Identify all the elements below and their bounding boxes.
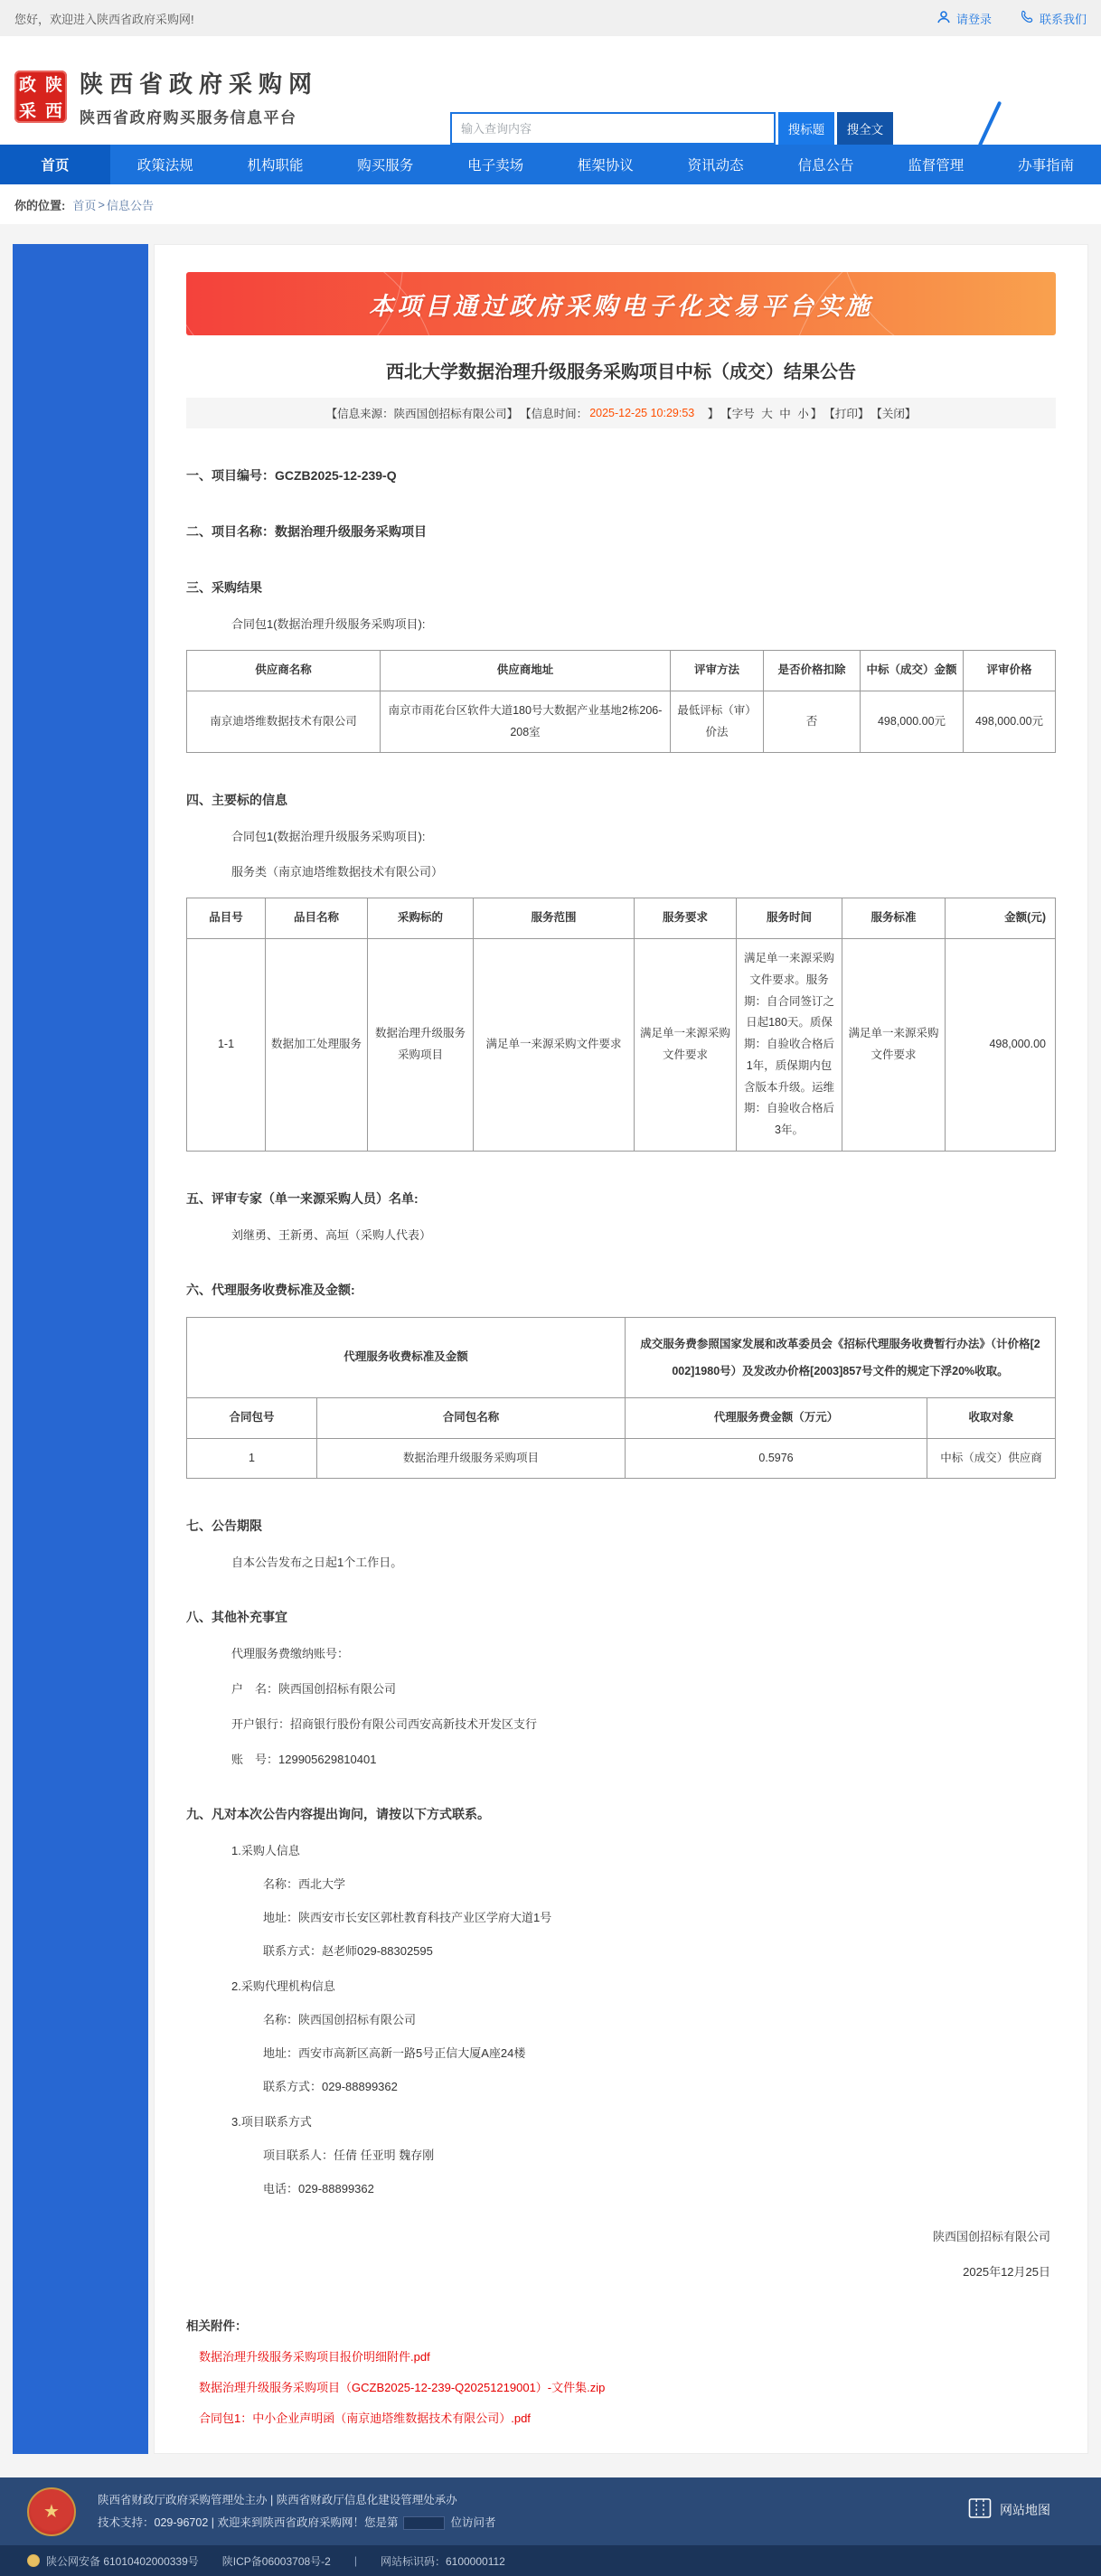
nav-item-policies[interactable]: 政策法规 <box>136 158 193 174</box>
nav-item-guide[interactable]: 办事指南 <box>1018 158 1075 174</box>
service-standard: 满足单一来源采购文件要求 <box>842 939 946 1152</box>
breadcrumb-label: 你的位置: <box>14 198 66 212</box>
breadcrumb-current[interactable]: 信息公告 <box>106 198 154 212</box>
col-service-requirement: 服务要求 <box>635 898 737 939</box>
sitemap-link[interactable] <box>968 2497 1050 2522</box>
subject-amount: 498,000.00 <box>946 939 1056 1152</box>
agency-name: 名称：陕西国创招标有限公司 <box>263 2013 417 2027</box>
contact-link[interactable]: 联系我们 <box>1021 10 1087 27</box>
agency-address: 地址：西安市高新区高新一路5号正信大厦A座24楼 <box>263 2046 526 2061</box>
visitor-counter <box>403 2516 445 2530</box>
col-fee-payer: 收取对象 <box>927 1397 1056 1438</box>
item-name: 数据加工处理服务 <box>266 939 368 1152</box>
col-supplier-address: 供应商地址 <box>381 651 671 691</box>
sitemap-icon <box>968 2497 992 2522</box>
col-procurement-subject: 采购标的 <box>368 898 474 939</box>
icp-record[interactable]: 陕ICP备06003708号-2 <box>221 2554 331 2568</box>
welcome-text: 您好，欢迎进入陕西省政府采购网! <box>14 12 194 26</box>
supplier-address: 南京市雨花台区软件大道180号大数据产业基地2栋206-208室 <box>381 691 671 753</box>
service-scope: 满足单一来源采购文件要求 <box>474 939 635 1152</box>
service-time: 满足单一来源采购文件要求。服务期：自合同签订之日起180天。质保期：自验收合格后1年，质保期内包含版本升级。运维期：自验收合格后3年。 <box>737 939 842 1152</box>
nav-item-framework[interactable]: 框架协议 <box>577 158 634 174</box>
info-time-close: 】 <box>696 408 720 420</box>
search-title-button[interactable]: 搜标题 <box>778 112 834 145</box>
footer-text <box>98 2489 496 2534</box>
site-identification-code: 网站标识码：6100000112 <box>380 2554 505 2568</box>
section-project-number: 一、项目编号：GCZB2025-12-239-Q <box>186 468 397 483</box>
agency-fee-table <box>186 1317 1056 1480</box>
col-item-name: 品目名称 <box>266 898 368 939</box>
nav-item-supervision[interactable]: 监督管理 <box>908 158 965 174</box>
announcement-title: 西北大学数据治理升级服务采购项目中标（成交）结果公告 <box>386 362 856 382</box>
site-header <box>0 36 1101 145</box>
review-method: 最低评标（审）价法 <box>671 691 764 753</box>
footer-legal-bar <box>0 2545 1101 2576</box>
col-review-price: 评审价格 <box>964 651 1056 691</box>
agency-fee-description: 成交服务费参照国家发展和改革委员会《招标代理服务收费暂行办法》（计价格[2002]1980号）及发改办价格[2003]857号文件的规定下浮20%收取。 <box>626 1317 1056 1397</box>
topbar-links <box>917 10 1087 27</box>
purchaser-name: 名称：西北大学 <box>263 1877 346 1892</box>
breadcrumb <box>0 184 1101 224</box>
col-amount: 金额(元) <box>946 898 1056 939</box>
attachment-link-fileset-zip[interactable]: 数据治理升级服务采购项目（GCZB2025-12-239-Q20251219001）-文件集.zip <box>199 2381 606 2395</box>
result-package-note: 合同包1(数据治理升级服务采购项目): <box>231 617 426 631</box>
review-price: 498,000.00元 <box>964 691 1056 753</box>
nav-item-announcements[interactable]: 信息公告 <box>797 158 854 174</box>
col-price-deduction: 是否价格扣除 <box>764 651 861 691</box>
site-logo: 政 陕 采 西 <box>14 71 67 123</box>
footer-organizer-line: 陕西省财政厅政府采购管理处主办 | 陕西省财政厅信息化建设管理处承办 <box>98 2493 457 2506</box>
fontsize-close: 】 <box>810 408 823 420</box>
fee-amount: 0.5976 <box>626 1438 927 1479</box>
account-number: 账 号：129905629810401 <box>231 1753 377 1767</box>
col-fee-amount: 代理服务费金额（万元） <box>626 1397 927 1438</box>
section-contact-heading: 九、凡对本次公告内容提出询问，请按以下方式联系。 <box>186 1807 490 1822</box>
legal-separator: | <box>353 2554 357 2568</box>
agency-info-title: 2.采购代理机构信息 <box>231 1979 335 1994</box>
result-table-row <box>187 691 1056 753</box>
fee-payer: 中标（成交）供应商 <box>927 1438 1056 1479</box>
project-contact-phone: 电话：029-88899362 <box>263 2182 374 2196</box>
breadcrumb-separator: > <box>98 197 105 212</box>
footer-support-line: 技术支持：029-96702 | 欢迎来到陕西省政府采购网！您是第 位访问者 <box>98 2515 496 2529</box>
col-supplier-name: 供应商名称 <box>187 651 381 691</box>
section-agency-fee-heading: 六、代理服务收费标准及金额: <box>186 1282 355 1297</box>
section-subject-heading: 四、主要标的信息 <box>186 793 287 808</box>
account-bank: 开户银行：招商银行股份有限公司西安高新技术开发区支行 <box>231 1717 538 1732</box>
print-button[interactable]: 【打印】 <box>823 408 870 420</box>
fontsize-small-button[interactable]: 小 <box>797 408 809 420</box>
fontsize-large-button[interactable]: 大 <box>761 408 773 420</box>
government-site-badge <box>27 2487 76 2536</box>
purchaser-info-title: 1.采购人信息 <box>231 1844 300 1858</box>
close-button[interactable]: 【关闭】 <box>870 408 917 420</box>
result-table <box>186 650 1056 753</box>
banner-text: 本项目通过政府采购电子化交易平台实施 <box>369 292 873 320</box>
col-review-method: 评审方法 <box>671 651 764 691</box>
col-service-scope: 服务范围 <box>474 898 635 939</box>
site-subtitle: 陕西省政府购买服务信息平台 <box>80 109 297 127</box>
badge-star-icon: ★ <box>43 2502 60 2523</box>
experts-names: 刘继勇、王新勇、高垣（采购人代表） <box>231 1227 432 1242</box>
main-area <box>0 224 1101 2477</box>
public-security-badge-icon <box>27 2554 40 2567</box>
phone-icon <box>1021 10 1034 26</box>
subject-package-note: 合同包1(数据治理升级服务采购项目): <box>231 830 426 844</box>
period-text: 自本公告发布之日起1个工作日。 <box>231 1556 403 1570</box>
subject-table-row <box>187 939 1056 1152</box>
section-other-heading: 八、其他补充事宜 <box>186 1610 287 1625</box>
col-service-standard: 服务标准 <box>842 898 946 939</box>
col-item-number: 品目号 <box>187 898 266 939</box>
section-result-heading: 三、采购结果 <box>186 580 262 595</box>
procurement-subject: 数据治理升级服务采购项目 <box>368 939 474 1152</box>
award-amount: 498,000.00元 <box>861 691 964 753</box>
subject-service-note: 服务类（南京迪塔维数据技术有限公司） <box>231 865 444 879</box>
package-number: 1 <box>187 1438 317 1479</box>
agency-fee-label: 代理服务收费标准及金额 <box>187 1317 626 1397</box>
section-experts-heading: 五、评审专家（单一来源采购人员）名单: <box>186 1190 419 1206</box>
site-brand <box>80 66 318 127</box>
search-fulltext-button[interactable]: 搜全文 <box>837 112 893 145</box>
agency-contact: 联系方式：029-88899362 <box>263 2080 398 2094</box>
slash-decoration <box>978 101 1002 147</box>
fontsize-label: 【字号 <box>720 408 755 420</box>
package-name: 数据治理升级服务采购项目 <box>317 1438 626 1479</box>
section-project-name: 二、项目名称：数据治理升级服务采购项目 <box>186 524 427 539</box>
attachment-link-sme-declaration-pdf[interactable]: 合同包1：中小企业声明函（南京迪塔维数据技术有限公司）.pdf <box>199 2411 531 2426</box>
info-time-label: 【信息时间： <box>520 408 588 420</box>
top-bar <box>0 0 1101 36</box>
purchaser-address: 地址：陕西安市长安区郭杜教育科技产业区学府大道1号 <box>263 1911 552 1925</box>
nav-item-purchase-services[interactable]: 购买服务 <box>357 158 414 174</box>
col-award-amount: 中标（成交）金额 <box>861 651 964 691</box>
login-link[interactable]: 请登录 <box>936 10 992 27</box>
agency-fee-header-row <box>187 1397 1056 1438</box>
item-number: 1-1 <box>187 939 266 1152</box>
public-security-record[interactable]: 陕公网安备 61010402000339号 <box>27 2553 199 2569</box>
site-title: 陕西省政府采购网 <box>80 71 319 98</box>
info-time-value: 2025-12-25 10:29:53 <box>589 407 695 419</box>
attachments-heading: 相关附件： <box>186 2319 248 2334</box>
col-package-name: 合同包名称 <box>317 1397 626 1438</box>
section-period-heading: 七、公告期限 <box>186 1518 262 1534</box>
supplier-name: 南京迪塔维数据技术有限公司 <box>187 691 381 753</box>
nav-item-news[interactable]: 资讯动态 <box>687 158 744 174</box>
project-contact-persons: 项目联系人：任倩 任亚明 魏存刚 <box>263 2148 435 2163</box>
fontsize-medium-button[interactable]: 中 <box>779 408 791 420</box>
attachment-link-quotation-pdf[interactable]: 数据治理升级服务采购项目报价明细附件.pdf <box>199 2350 430 2364</box>
service-requirement: 满足单一来源采购文件要求 <box>635 939 737 1152</box>
project-contact-title: 3.项目联系方式 <box>231 2115 312 2129</box>
signature-date: 2025年12月25日 <box>963 2265 1050 2280</box>
info-source: 【信息来源：陕西国创招标有限公司】 <box>325 408 519 420</box>
banner-arc-decoration <box>186 272 403 335</box>
result-table-header-row <box>187 651 1056 691</box>
nav-item-functions[interactable]: 机构职能 <box>247 158 304 174</box>
agency-fee-merged-row <box>187 1317 1056 1397</box>
platform-banner <box>186 272 1056 335</box>
search-input[interactable] <box>450 112 776 145</box>
subject-table <box>186 898 1056 1152</box>
subject-table-header-row <box>187 898 1056 939</box>
account-name: 户 名：陕西国创招标有限公司 <box>231 1682 397 1697</box>
announcement-card <box>154 244 1088 2454</box>
breadcrumb-home[interactable]: 首页 <box>72 198 97 212</box>
agency-fee-row <box>187 1438 1056 1479</box>
price-deduction: 否 <box>764 691 861 753</box>
main-nav <box>0 145 1101 184</box>
left-blue-panel <box>13 244 148 2454</box>
purchaser-contact: 联系方式：赵老师029-88302595 <box>263 1944 433 1959</box>
nav-item-home[interactable]: 首页 <box>0 145 110 184</box>
col-service-time: 服务时间 <box>737 898 842 939</box>
user-icon <box>936 10 951 27</box>
signature-company: 陕西国创招标有限公司 <box>932 2230 1050 2244</box>
col-package-number: 合同包号 <box>187 1397 317 1438</box>
sitemap-label: 网站地图 <box>1000 2502 1050 2517</box>
info-bar <box>186 398 1056 428</box>
footer <box>0 2477 1101 2545</box>
payment-account-label: 代理服务费缴纳账号： <box>231 1647 350 1661</box>
search-bar <box>450 112 893 145</box>
nav-item-e-market[interactable]: 电子卖场 <box>467 158 524 174</box>
